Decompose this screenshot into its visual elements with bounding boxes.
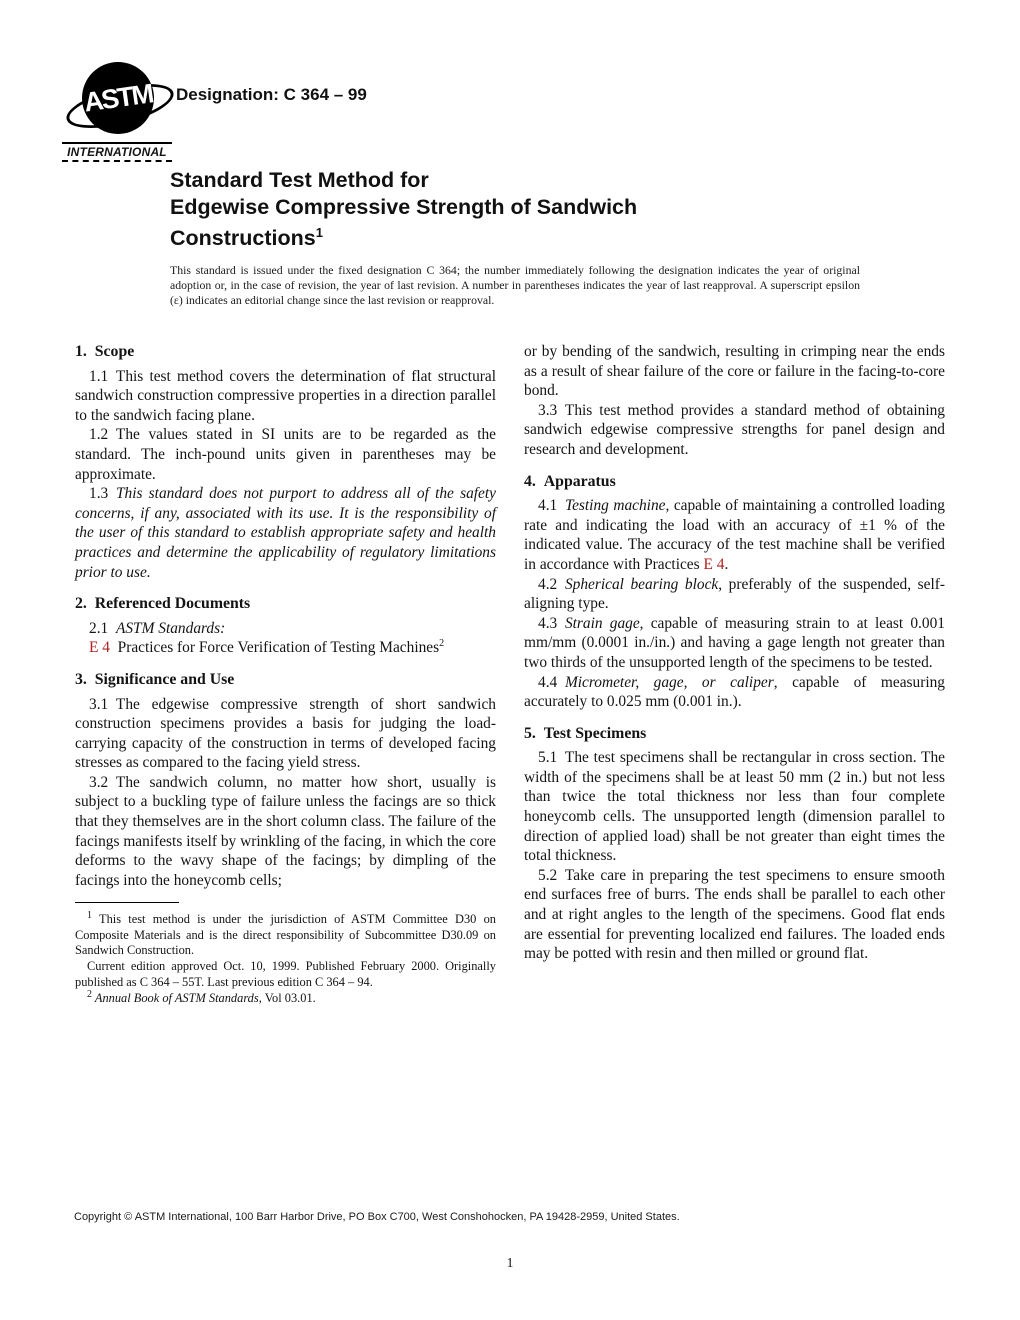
paragraph-4-1-term: Testing machine: [564, 497, 666, 515]
title-footnote-ref: 1: [315, 225, 323, 240]
paragraph-4-1-number: 4.1: [538, 497, 565, 515]
issuance-note: This standard is issued under the fixed designation C 364; the number immediately following the designation indicates the year of original adoption or, in the case of revision, the year of last revision. A number in parentheses indicates the year of last reapproval. A superscript epsilon (ε) indicates an editorial change since the last revision or reapproval.: [170, 263, 860, 307]
footnote-1-text: This test method is under the jurisdiction of ASTM Committee D30 on Composite Materials and is the direct responsibility of Subcommittee D30.09 on Sandwich Construction.: [75, 912, 496, 958]
reference-item-e4: [75, 638, 496, 658]
paragraph-2-1-text: ASTM Standards:: [115, 619, 226, 637]
footnote-1: [75, 909, 496, 959]
footnote-2: [75, 988, 496, 1007]
title-line-3: [170, 220, 637, 252]
paragraph-1-3: [75, 484, 496, 582]
paragraph-3-2: 3.2 The sandwich column, no matter how short, usually is subject to a buckling type of failure unless the facings are so thick that they themselves are in the short column class. The failure of the facings manifests itself by wrinkling of the facing, in which the core deforms to the wavy shape of the facings; by dimpling of the facings into the honeycomb cells;: [75, 773, 496, 889]
paragraph-4-2: [524, 575, 945, 614]
paragraph-3-3: 3.3 This test method provides a standard method of obtaining sandwich edgewise compressive strengths for panel design and research and development.: [524, 401, 945, 458]
paragraph-4-4-number: 4.4: [538, 673, 565, 691]
paragraph-1-2: 1.2 The values stated in SI units are to be regarded as the standard. The inch-pound units given in parentheses may be approximate.: [75, 426, 496, 483]
logo-rule-bottom: [62, 160, 172, 162]
reference-e4-title: Practices for Force Verification of Testing Machines: [109, 639, 440, 657]
paragraph-4-2-text: , preferably of the suspended, self-aligning type.: [524, 575, 945, 613]
footnote-1-marker: 1: [87, 909, 92, 921]
paragraph-5-1: 5.1 The test specimens shall be rectangular in cross section. The width of the specimens shall be at least 50 mm (2 in.) but not less than twice the total thickness nor less than four complete honeycomb cells. The unsupported length (dimension parallel to direction of applied load) shall be not greater than eight times the total thickness.: [524, 749, 945, 865]
footnote-ref-2: 2: [439, 638, 445, 650]
astm-logo-text: ASTM: [81, 77, 154, 118]
document-title: [170, 167, 637, 252]
left-column: [75, 342, 496, 890]
paragraph-1-3-number: 1.3: [89, 485, 116, 503]
paragraph-4-1: [524, 496, 945, 574]
astm-globe-icon: [78, 60, 156, 140]
paragraph-2-1: [75, 619, 496, 639]
paragraph-4-3-number: 4.3: [538, 614, 565, 632]
section-heading-significance: 3. Significance and Use: [75, 670, 235, 688]
paragraph-4-3-term: Strain gage: [564, 614, 640, 632]
paragraph-1-3-text: This standard does not purport to address all of the safety concerns, if any, associated with its use. It is the responsibility of the user of this standard to establish appropriate safety and health practices and determine the applicability of regulatory limitations prior to use.: [75, 485, 496, 581]
footnote-1-continued: Current edition approved Oct. 10, 1999. Published February 2000. Originally published as C 364 – 55T. Last previous edition C 364 – 94.: [75, 959, 496, 989]
page-number: 1: [506, 1255, 514, 1270]
section-heading-scope: 1. Scope: [75, 343, 135, 360]
title-line-2: Edgewise Compressive Strength of Sandwich: [170, 194, 638, 219]
paragraph-4-3-text: , capable of measuring strain to at least 0.001 mm/mm (0.0001 in./in.) and having a gage length not greater than two thirds of the unsupported length of the specimens to be tested.: [524, 614, 945, 671]
paragraph-5-2: 5.2 Take care in preparing the test specimens to ensure smooth end surfaces free of burrs. The ends shall be parallel to each other and at right angles to the length of the specimens. Good flat ends are essential for preventing localized end failures. The loaded ends may be potted with resin and then milled or ground flat.: [524, 866, 945, 963]
copyright-line: Copyright © ASTM International, 100 Barr Harbor Drive, PO Box C700, West Conshohocken, PA 19428-2959, United States.: [74, 1211, 680, 1223]
title-line-1: Standard Test Method for: [170, 168, 429, 192]
section-heading-apparatus: 4. Apparatus: [524, 472, 616, 490]
footnote-2-text: , Vol 03.01.: [258, 990, 316, 1005]
paragraph-4-1-end: .: [724, 555, 729, 573]
astm-logo-icon: [62, 60, 172, 162]
footnote-2-book-title: Annual Book of ASTM Standards: [92, 990, 259, 1005]
paragraph-4-2-number: 4.2: [538, 575, 565, 593]
paragraph-4-3: [524, 614, 945, 673]
right-column: [524, 342, 945, 964]
logo-rule-top: [62, 142, 172, 144]
reference-link-e4-apparatus[interactable]: E 4: [703, 555, 725, 573]
reference-link-e4[interactable]: E 4: [89, 639, 110, 657]
footnote-2-marker: 2: [87, 988, 92, 1000]
section-heading-test-specimens: 5. Test Specimens: [524, 724, 647, 742]
section-heading-referenced-documents: 2. Referenced Documents: [75, 595, 251, 613]
footnote-rule: [75, 902, 179, 903]
designation-heading: Designation: C 364 – 99: [176, 85, 367, 104]
paragraph-4-4-term: Micrometer, gage, or caliper: [564, 673, 774, 691]
paragraph-4-1-text: , capable of maintaining a controlled loading rate and indicating the load with an accuracy of ±1 % of the indicated value. The accuracy of the test machine shall be verified in accordance with Practices: [524, 497, 945, 573]
paragraph-1-1: 1.1 This test method covers the determination of flat structural sandwich construction compressive properties in a direction parallel to the sandwich facing plane.: [75, 367, 496, 424]
astm-logo-international: INTERNATIONAL: [67, 145, 167, 159]
paragraph-4-4: [524, 673, 945, 712]
paragraph-4-2-term: Spherical bearing block: [564, 575, 719, 593]
paragraph-2-1-number: 2.1: [89, 619, 116, 637]
title-line-3-text: Constructions: [170, 226, 316, 251]
paragraph-3-2-continued: or by bending of the sandwich, resulting in crimping near the ends as a result of shear failure of the core or failure in the facing-to-core bond.: [524, 343, 945, 400]
paragraph-4-4-text: , capable of measuring accurately to 0.025 mm (0.001 in.).: [524, 673, 945, 711]
footnotes-block: [75, 902, 496, 1006]
paragraph-3-1: 3.1 The edgewise compressive strength of short sandwich construction specimens provides a basis for judging the load-carrying capacity of the construction in terms of developed facing stresses as compared to the facing yield stress.: [75, 695, 496, 772]
